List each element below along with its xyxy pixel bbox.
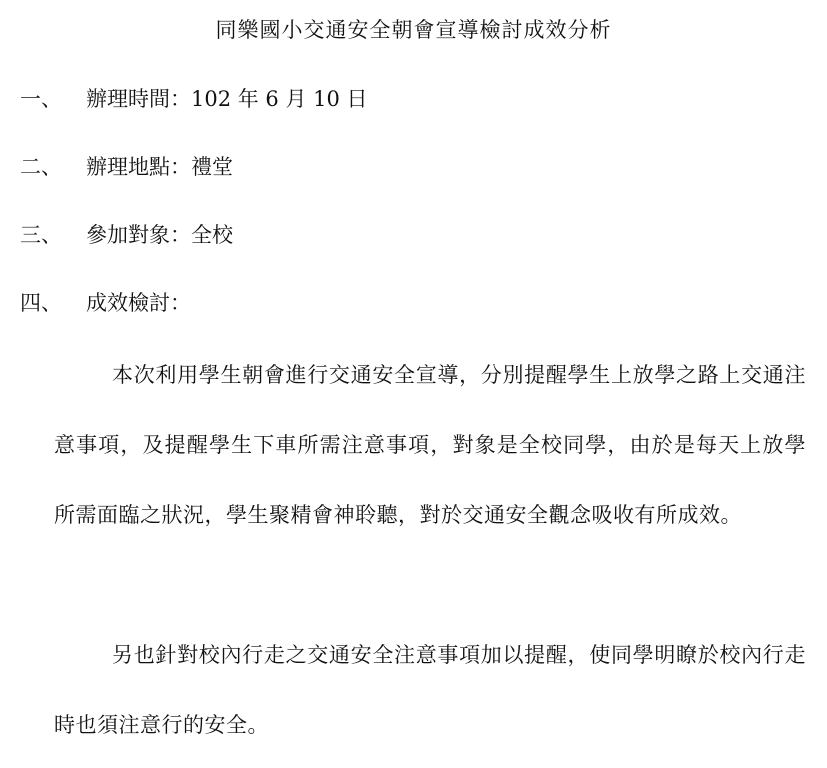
- review-paragraph-2: 另也針對校內行走之交通安全注意事項加以提醒，使同學明瞭於校內行走時也須注意行的安全。: [54, 643, 806, 737]
- item-time: [20, 82, 368, 116]
- item-value: 禮堂: [191, 155, 233, 179]
- item-value: 102 年 6 月 10 日: [191, 87, 368, 111]
- item-number: 三、: [20, 223, 62, 247]
- item-number: 一、: [20, 87, 62, 111]
- item-label: 辦理地點：: [86, 155, 191, 179]
- item-review: [20, 286, 191, 320]
- item-location: [20, 150, 233, 184]
- item-value: 全校: [191, 223, 233, 247]
- item-number: 四、: [20, 291, 62, 315]
- item-label: 成效檢討：: [86, 291, 191, 315]
- item-label: 參加對象：: [86, 223, 191, 247]
- item-number: 二、: [20, 155, 62, 179]
- item-participants: [20, 218, 233, 252]
- item-label: 辦理時間：: [86, 87, 191, 111]
- document-title: 同樂國小交通安全朝會宣導檢討成效分析: [215, 18, 612, 42]
- review-paragraph-1: 本次利用學生朝會進行交通安全宣導，分別提醒學生上放學之路上交通注意事項，及提醒學生下車所需注意事項，對象是全校同學，由於是每天上放學所需面臨之狀況，學生聚精會神聆聽，對於交通安全觀念吸收有所成效。: [54, 363, 806, 527]
